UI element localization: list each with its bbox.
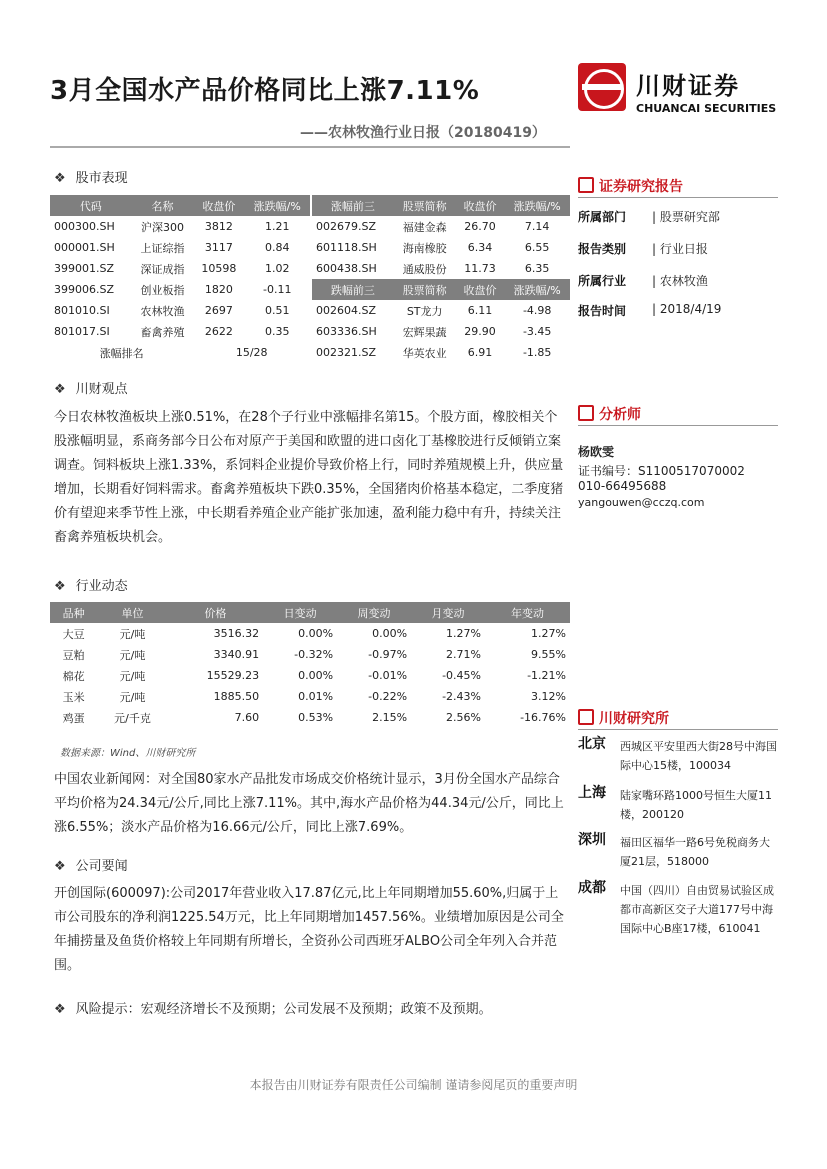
diamond-bullet-icon: ❖	[54, 579, 66, 594]
table-cell: 元/吨	[119, 669, 146, 683]
table-header-cell: 单位	[121, 606, 144, 620]
table-row	[50, 237, 310, 258]
table-cell: 2697	[204, 304, 233, 317]
table-header-cell: 品种	[62, 606, 85, 620]
table-cell: 0.00%	[298, 669, 334, 682]
meta-key: 所属部门	[578, 210, 627, 224]
commodity-price-table	[50, 602, 570, 728]
sidebar-divider	[578, 729, 778, 730]
stock-movers-table	[312, 195, 570, 363]
table-cell: 华英农业	[402, 346, 447, 360]
table-row	[50, 644, 570, 665]
table-header-cell: 跌幅前三	[330, 283, 375, 297]
sidebar-institute-header: 川财研究所	[578, 708, 669, 728]
table-cell: -16.76%	[520, 711, 566, 724]
table-cell: 3812	[204, 220, 233, 233]
table-header-cell: 代码	[79, 199, 102, 213]
report-title: 3月全国水产品价格同比上涨7.11%	[50, 76, 480, 106]
table-cell: 0.01%	[298, 690, 334, 703]
table-header-cell: 月变动	[431, 606, 465, 620]
table-cell: 鸡蛋	[62, 711, 85, 725]
table-cell: 3117	[204, 241, 233, 254]
square-marker-icon	[578, 709, 594, 725]
section-company-heading: ❖ 公司要闻	[54, 859, 128, 874]
risk-label: 风险提示：	[75, 1002, 141, 1017]
table-header-cell: 股票简称	[402, 199, 447, 213]
analyst-phone: 010-66495688	[578, 479, 667, 493]
sidebar-divider	[578, 425, 778, 426]
table-cell: 0.84	[264, 241, 290, 254]
page-footer: 本报告由川财证券有限责任公司编制 谨请参阅尾页的重要声明	[249, 1078, 578, 1092]
industry-paragraph: 中国农业新闻网：对全国80家水产品批发市场成交价格统计显示，3月份全国水产品综合平均价格为24.34元/公斤,同比上涨7.11%。其中,海水产品价格为44.34元/公斤，同比上涨6.55%；淡水产品价格为16.66元/公斤，同比上涨7.69%。	[54, 772, 564, 835]
title-divider	[50, 146, 570, 148]
table-cell: 3516.32	[213, 627, 260, 640]
table-cell: 600438.SH	[316, 262, 377, 275]
table-row	[50, 216, 310, 237]
table-cell: 2.71%	[446, 648, 481, 661]
table-cell: 2.56%	[446, 711, 481, 724]
office-city: 深圳	[578, 832, 606, 848]
table-header-cell: 价格	[204, 606, 227, 620]
table-cell: 1.27%	[446, 627, 481, 640]
brand-name-en: CHUANCAI SECURITIES	[636, 102, 777, 115]
table-cell: 000300.SH	[54, 220, 115, 233]
meta-key: 报告时间	[578, 304, 627, 318]
table-row	[312, 342, 570, 363]
table-row	[50, 707, 570, 728]
table-cell: 399001.SZ	[54, 262, 115, 275]
meta-value: | 股票研究部	[652, 210, 720, 224]
meta-value: | 农林牧渔	[652, 274, 708, 288]
table-row	[50, 321, 310, 342]
table-header-row	[50, 195, 310, 216]
table-row	[50, 665, 570, 686]
office-city: 成都	[578, 880, 606, 896]
table-cell: 10598	[201, 262, 237, 275]
table-cell: 宏辉果蔬	[402, 325, 447, 339]
table-header-cell: 收盘价	[202, 199, 236, 213]
table-cell: -1.85	[522, 346, 552, 359]
square-marker-icon	[578, 177, 594, 193]
meta-key: 所属行业	[578, 274, 627, 288]
table-cell: 6.11	[467, 304, 493, 317]
table-header-row	[50, 602, 570, 623]
table-cell: 1.02	[264, 262, 290, 275]
meta-value: | 行业日报	[652, 242, 708, 256]
table-cell: 1.27%	[531, 627, 566, 640]
table-header-cell: 年变动	[510, 606, 544, 620]
risk-warning	[54, 998, 492, 1017]
table-cell: 0.00%	[298, 627, 334, 640]
table-cell: 7.14	[524, 220, 550, 233]
table-cell: -2.43%	[442, 690, 481, 703]
view-paragraph: 今日农林牧渔板块上涨0.51%，在28个子行业中涨幅排名第15。个股方面，橡胶相关个股涨幅明显，系商务部今日公布对原产于美国和欧盟的进口卤化丁基橡胶进行反倾销立案调查。饲料板块上涨1.33%，系饲料企业提价导致价格上行，同时养殖规模上升，供应量增加，长期看好饲料需求。畜禽养殖板块下跌0.35%，全国猪肉价格基本稳定，二季度猪价有望迎来季节性上涨，中长期看养殖企业产能扩张加速，盈利能力稳中有升，持续关注畜禽养殖板块机会。	[54, 410, 564, 545]
table-cell: 3340.91	[213, 648, 260, 661]
meta-value: | 2018/4/19	[652, 302, 722, 316]
company-paragraph: 开创国际(600097):公司2017年营业收入17.87亿元,比上年同期增加55.60%,归属于上市公司股东的净利润1225.54万元，比上年同期增加1457.56%。业绩增加原因是公司全年捕捞量及鱼货价格较上年同期有所增长，全资孙公司西班牙ALBO公司全年列入合并范围。	[54, 886, 564, 973]
table-header-cell: 名称	[151, 199, 174, 213]
table-cell: 0.51	[264, 304, 290, 317]
table-cell: 2622	[204, 325, 233, 338]
diamond-bullet-icon: ❖	[54, 859, 66, 874]
table-cell: 603336.SH	[316, 325, 377, 338]
data-source-note: 数据来源：Wind、川财研究所	[60, 748, 196, 759]
table-cell: 上证综指	[140, 241, 185, 255]
section-industry-heading: ❖ 行业动态	[54, 579, 128, 594]
table-cell: 6.35	[524, 262, 550, 275]
brand-logo-icon	[578, 63, 626, 111]
analyst-name: 杨欧雯	[578, 445, 615, 459]
meta-key: 报告类别	[578, 242, 627, 256]
office-address: 西城区平安里西大街28号中海国际中心15楼，100034	[620, 740, 777, 772]
table-header-cell: 收盘价	[463, 283, 497, 297]
table-cell: ST龙力	[406, 304, 443, 318]
analyst-email[interactable]: yangouwen@cczq.com	[578, 496, 705, 509]
table-cell: 1820	[204, 283, 233, 296]
table-cell: 创业板指	[140, 283, 185, 297]
table-cell: -0.45%	[442, 669, 481, 682]
table-cell: 大豆	[62, 627, 85, 641]
office-city: 上海	[578, 785, 606, 801]
table-header-cell: 涨跌幅/%	[253, 199, 301, 213]
office-address: 福田区福华一路6号免税商务大厦21层，518000	[620, 836, 770, 868]
table-cell: 7.60	[234, 711, 260, 724]
table-cell: 3.12%	[531, 690, 566, 703]
table-cell: 海南橡胶	[402, 241, 447, 255]
table-cell: 福建金森	[402, 220, 447, 234]
table-header-row	[312, 195, 570, 216]
table-row	[50, 279, 310, 300]
table-row	[50, 623, 570, 644]
table-row	[312, 216, 570, 237]
section-market-heading: ❖ 股市表现	[54, 171, 128, 186]
table-cell: 601118.SH	[316, 241, 377, 254]
analyst-cert: 证书编号：S1100517070002	[578, 464, 745, 478]
risk-text: 宏观经济增长不及预期；公司发展不及预期；政策不及预期。	[140, 1002, 492, 1017]
table-cell: 002679.SZ	[316, 220, 377, 233]
table-cell: 29.90	[464, 325, 496, 338]
table-cell: 农林牧渔	[140, 304, 185, 318]
table-header-cell: 日变动	[283, 606, 317, 620]
report-subtitle: ——农林牧渔行业日报（20180419）	[300, 125, 546, 141]
table-cell: 6.91	[467, 346, 493, 359]
table-cell: 棉花	[62, 669, 85, 683]
table-cell: -0.11	[262, 283, 292, 296]
table-cell: 000001.SH	[54, 241, 115, 254]
table-cell: 玉米	[62, 690, 85, 704]
table-cell: 元/吨	[119, 627, 146, 641]
table-cell: 9.55%	[531, 648, 566, 661]
table-cell: 801010.SI	[54, 304, 110, 317]
table-cell: 6.55	[524, 241, 550, 254]
table-cell: 002321.SZ	[316, 346, 377, 359]
square-marker-icon	[578, 405, 594, 421]
table-header-cell: 涨跌幅/%	[513, 199, 561, 213]
office-address: 陆家嘴环路1000号恒生大厦11楼，200120	[620, 789, 772, 821]
table-cell: -1.21%	[527, 669, 566, 682]
office-city: 北京	[578, 736, 606, 752]
rank-value: 15/28	[235, 346, 268, 359]
table-cell: 399006.SZ	[54, 283, 115, 296]
table-cell: 0.35	[264, 325, 290, 338]
section-view-heading: ❖ 川财观点	[54, 382, 128, 397]
table-cell: 元/吨	[119, 648, 146, 662]
diamond-bullet-icon: ❖	[54, 1002, 66, 1017]
market-index-table	[50, 195, 310, 363]
table-header-cell: 股票简称	[402, 283, 447, 297]
sidebar-report-header: 证券研究报告	[578, 176, 683, 196]
table-row	[312, 237, 570, 258]
table-cell: 11.73	[464, 262, 496, 275]
table-cell: 1885.50	[213, 690, 260, 703]
table-row	[312, 321, 570, 342]
table-cell: 1.21	[264, 220, 290, 233]
sidebar-divider	[578, 197, 778, 198]
table-cell: 畜禽养殖	[140, 325, 185, 339]
table-row	[50, 686, 570, 707]
table-cell: 沪深300	[141, 220, 185, 234]
table-cell: 2.15%	[372, 711, 408, 724]
table-row	[312, 300, 570, 321]
table-cell: -3.45	[522, 325, 552, 338]
brand-name-cn: 川财证券	[636, 72, 740, 100]
table-cell: 元/千克	[114, 711, 151, 725]
table-header-cell: 周变动	[357, 606, 391, 620]
table-row	[50, 300, 310, 321]
table-cell: -4.98	[522, 304, 552, 317]
office-address: 中国（四川）自由贸易试验区成都市高新区交子大道177号中海国际中心B座17楼，610041	[620, 884, 774, 935]
table-header-cell: 收盘价	[463, 199, 497, 213]
rank-label: 涨幅排名	[99, 346, 144, 360]
diamond-bullet-icon: ❖	[54, 382, 66, 397]
table-cell: -0.22%	[368, 690, 408, 703]
table-cell: -0.01%	[368, 669, 408, 682]
table-cell: 深证成指	[140, 262, 185, 276]
table-row	[50, 342, 310, 363]
table-header-cell: 涨幅前三	[330, 199, 375, 213]
table-header-row	[312, 279, 570, 300]
table-cell: 豆粕	[62, 648, 85, 662]
table-row	[312, 258, 570, 279]
table-cell: 801017.SI	[54, 325, 110, 338]
table-row	[50, 258, 310, 279]
table-cell: 0.00%	[372, 627, 408, 640]
table-cell: 通威股份	[402, 262, 447, 276]
table-cell: 6.34	[467, 241, 493, 254]
table-cell: 15529.23	[206, 669, 260, 682]
table-cell: -0.32%	[294, 648, 334, 661]
table-cell: 26.70	[464, 220, 496, 233]
sidebar-analyst-header: 分析师	[578, 404, 641, 424]
diamond-bullet-icon: ❖	[54, 171, 66, 186]
table-cell: -0.97%	[368, 648, 408, 661]
table-header-cell: 涨跌幅/%	[513, 283, 561, 297]
table-cell: 元/吨	[119, 690, 146, 704]
table-cell: 002604.SZ	[316, 304, 377, 317]
table-cell: 0.53%	[298, 711, 334, 724]
